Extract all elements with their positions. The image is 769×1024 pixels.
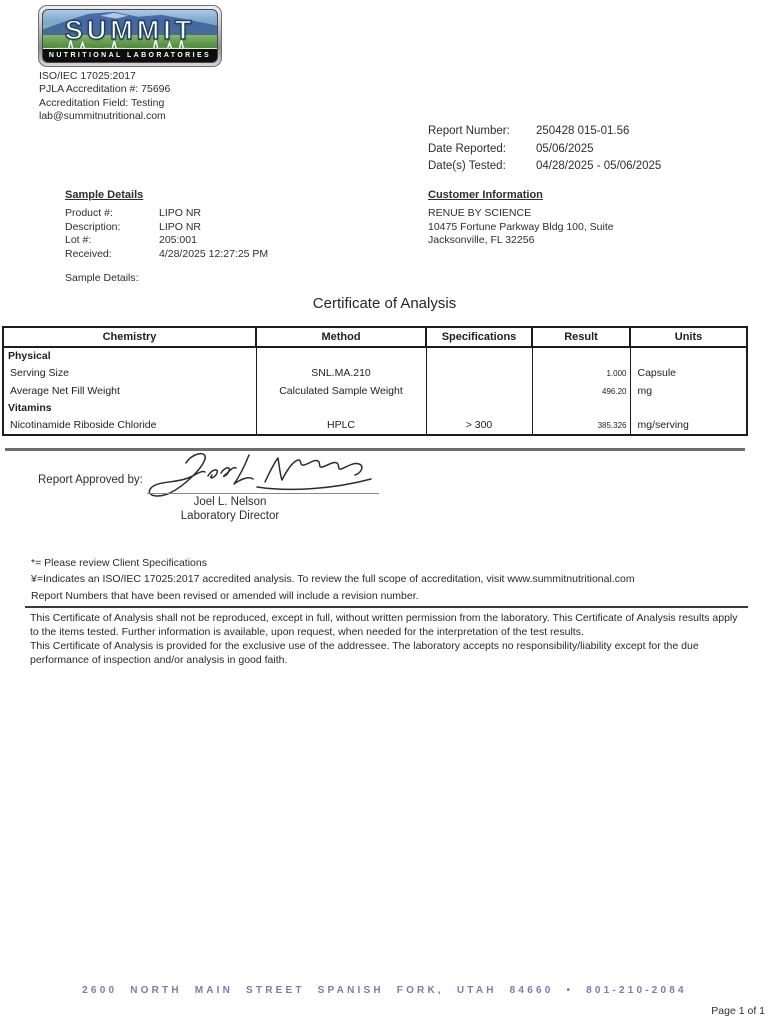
col-header-specifications: Specifications xyxy=(426,327,532,347)
lot-value: 205:001 xyxy=(159,234,197,247)
product-label: Product #: xyxy=(65,207,113,220)
report-info-block xyxy=(428,123,661,176)
disclaimer-paragraph-2: This Certificate of Analysis is provided for the exclusive use of the addressee. The laboratory accepts no responsibility/liability except for the due performance of inspection and/or analysis in good faith. xyxy=(30,639,699,666)
dates-tested-row xyxy=(428,158,661,176)
description-label: Description: xyxy=(65,220,121,233)
date-reported-row xyxy=(428,141,661,159)
cell-specifications xyxy=(426,364,532,382)
description-row xyxy=(65,221,268,234)
report-number-label: Report Number: xyxy=(428,125,510,137)
footnote-client-specs: *= Please review Client Specifications xyxy=(31,557,207,569)
section-label: Physical xyxy=(3,347,256,364)
signer-block xyxy=(146,496,314,523)
disclaimer-block xyxy=(30,612,742,668)
cell-method: Calculated Sample Weight xyxy=(256,382,426,400)
dates-tested-value: 04/28/2025 - 05/06/2025 xyxy=(536,160,662,173)
cell-result: 496.20 xyxy=(532,382,630,400)
table-section-row xyxy=(3,347,747,364)
date-reported-label: Date Reported: xyxy=(428,142,506,155)
cell-units: mg/serving xyxy=(630,416,747,435)
lot-label: Lot #: xyxy=(65,234,92,247)
cell-chemistry: Nicotinamide Riboside Chloride xyxy=(3,416,256,435)
description-value: LIPO NR xyxy=(159,220,202,233)
product-value: LIPO NR xyxy=(159,207,202,220)
customer-info-heading: Customer Information xyxy=(428,189,543,201)
logo-tagline-text: NUTRITIONAL LABORATORIES xyxy=(48,52,212,59)
customer-info-block xyxy=(428,189,614,248)
received-label: Received: xyxy=(65,247,112,260)
footnote-accredited-analysis: ¥=Indicates an ISO/IEC 17025:2017 accredited analysis. To review the full scope of accreditation, visit www.summitnutritional.com xyxy=(31,573,635,586)
signature-line xyxy=(147,493,379,494)
cell-chemistry: Serving Size xyxy=(3,364,256,382)
cell-specifications xyxy=(426,382,532,400)
col-header-method: Method xyxy=(256,327,426,347)
accreditation-standard: ISO/IEC 17025:2017 xyxy=(39,70,136,82)
cell-result: 385.326 xyxy=(532,416,630,435)
section-label: Vitamins xyxy=(3,400,256,416)
cell-units: Capsule xyxy=(630,364,747,382)
results-table xyxy=(2,326,748,436)
product-row xyxy=(65,207,268,220)
sample-details-extra-label: Sample Details: xyxy=(65,272,139,284)
logo-brand-text: SUMMIT xyxy=(64,15,196,45)
customer-address-line1: 10475 Fortune Parkway Bldg 100, Suite xyxy=(428,220,614,233)
disclaimer-divider xyxy=(25,606,748,608)
signature-image xyxy=(138,450,383,498)
lot-row xyxy=(65,234,268,247)
col-header-result: Result xyxy=(532,327,630,347)
footnotes-block xyxy=(31,555,635,604)
table-row xyxy=(3,364,747,382)
customer-name: RENUE BY SCIENCE xyxy=(428,207,532,220)
sample-details-heading: Sample Details xyxy=(65,189,144,201)
logo-band xyxy=(43,48,217,62)
col-header-chemistry: Chemistry xyxy=(3,327,256,347)
lab-address-footer: 2600 NORTH MAIN STREET SPANISH FORK, UTAH 84660 • 801-210-2084 xyxy=(82,985,687,996)
received-value: 4/28/2025 12:27:25 PM xyxy=(159,247,269,260)
lab-email: lab@summitnutritional.com xyxy=(39,110,166,123)
table-section-row xyxy=(3,400,747,416)
customer-address-line2: Jacksonville, FL 32256 xyxy=(428,234,535,247)
report-number-row xyxy=(428,123,661,141)
cell-specifications: > 300 xyxy=(426,416,532,435)
sample-details-block xyxy=(65,189,268,261)
page-number: Page 1 of 1 xyxy=(711,1005,765,1017)
accreditation-number: PJLA Accreditation #: 75696 xyxy=(39,83,171,96)
cell-method: SNL.MA.210 xyxy=(256,364,426,382)
accreditation-block xyxy=(39,70,170,124)
page-title: Certificate of Analysis xyxy=(312,295,457,312)
table-header-row xyxy=(3,327,747,347)
col-header-units: Units xyxy=(630,327,747,347)
signer-name: Joel L. Nelson xyxy=(193,496,267,508)
table-row xyxy=(3,382,747,400)
report-approved-by-label: Report Approved by: xyxy=(38,474,143,486)
cell-result: 1.000 xyxy=(532,364,630,382)
dates-tested-label: Date(s) Tested: xyxy=(428,160,506,173)
table-row xyxy=(3,416,747,435)
cell-method: HPLC xyxy=(256,416,426,435)
report-number-value: 250428 015-01.56 xyxy=(536,125,630,137)
accreditation-field: Accreditation Field: Testing xyxy=(39,96,165,109)
received-row xyxy=(65,248,268,261)
footnote-revision: Report Numbers that have been revised or amended will include a revision number. xyxy=(31,589,419,602)
cell-chemistry: Average Net Fill Weight xyxy=(3,382,256,400)
summit-logo-artwork xyxy=(42,9,218,63)
cell-units: mg xyxy=(630,382,747,400)
signer-title: Laboratory Director xyxy=(180,509,280,522)
date-reported-value: 05/06/2025 xyxy=(536,142,594,155)
disclaimer-paragraph-1: This Certificate of Analysis shall not be reproduced, except in full, without written permission from the laboratory. This Certificate of Analysis results apply to the items tested. Further information is available, upon request, when needed for the interpretation of the test results. xyxy=(30,612,738,638)
summit-logo xyxy=(38,5,222,67)
